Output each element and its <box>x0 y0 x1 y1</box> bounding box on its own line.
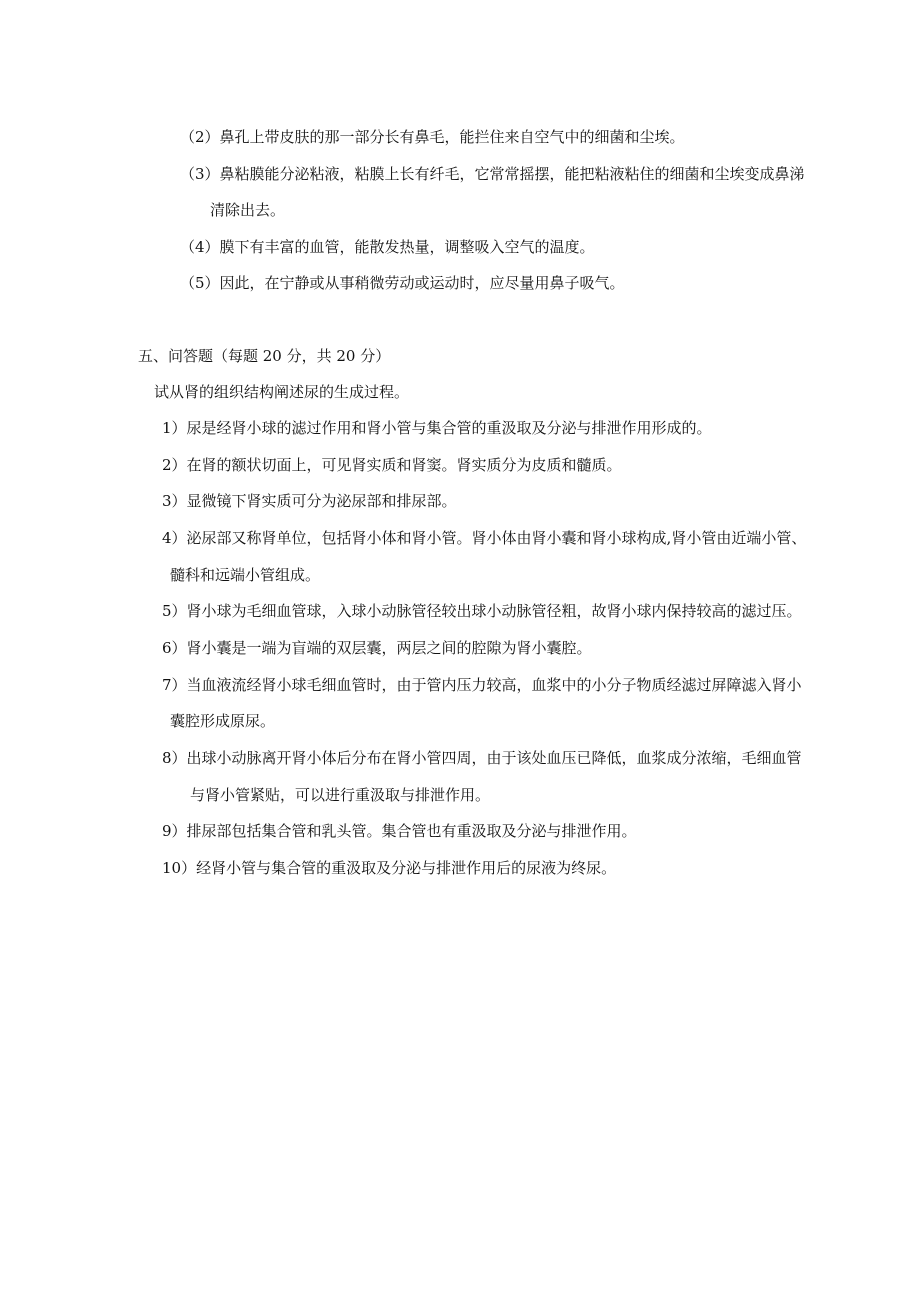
answer-8-continuation: 与肾小管紧贴，可以进行重汲取与排泄作用。 <box>190 786 491 804</box>
answer-10: 10）经肾小管与集合管的重汲取及分泌与排泄作用后的尿液为终尿。 <box>162 859 617 877</box>
answer-4: 4）泌尿部又称肾单位，包括肾小体和肾小管。肾小体由肾小囊和肾小球构成,肾小管由近端小管、 <box>162 529 807 547</box>
section-heading: 五、问答题（每题 20 分，共 20 分） <box>138 347 391 365</box>
answer-7-continuation: 囊腔形成原尿。 <box>170 712 276 730</box>
item-5-conclusion: （5）因此，在宁静或从事稍微劳动或运动时，应尽量用鼻子吸气。 <box>180 274 625 292</box>
answer-9: 9）排尿部包括集合管和乳头管。集合管也有重汲取及分泌与排泄作用。 <box>162 822 637 840</box>
item-3-nasal-mucosa: （3）鼻粘膜能分泌粘液，粘膜上长有纤毛，它常常摇摆，能把粘液粘住的细菌和尘埃变成鼻涕 <box>180 165 805 183</box>
item-3-continuation: 清除出去。 <box>210 201 286 219</box>
answer-1: 1）尿是经肾小球的滤过作用和肾小管与集合管的重汲取及分泌与排泄作用形成的。 <box>162 419 712 437</box>
answer-7: 7）当血液流经肾小球毛细血管时，由于管内压力较高，血浆中的小分子物质经滤过屏障滤入肾小 <box>162 676 802 694</box>
answer-4-continuation: 髓科和远端小管组成。 <box>170 566 321 584</box>
answer-8: 8）出球小动脉离开肾小体后分布在肾小管四周，由于该处血压已降低，血浆成分浓缩，毛细血管 <box>162 749 802 767</box>
answer-2: 2）在肾的额状切面上，可见肾实质和肾窦。肾实质分为皮质和髓质。 <box>162 456 622 474</box>
answer-5: 5）肾小球为毛细血管球，入球小动脉管径较出球小动脉管径粗，故肾小球内保持较高的滤过压。 <box>162 602 802 620</box>
answer-3: 3）显微镜下肾实质可分为泌尿部和排尿部。 <box>162 492 457 510</box>
answer-6: 6）肾小囊是一端为盲端的双层囊，两层之间的腔隙为肾小囊腔。 <box>162 639 592 657</box>
question-text: 试从肾的组织结构阐述尿的生成过程。 <box>154 383 410 401</box>
item-4-blood-vessels: （4）膜下有丰富的血管，能散发热量，调整吸入空气的温度。 <box>180 238 595 256</box>
item-2-nasal-hair: （2）鼻孔上带皮肤的那一部分长有鼻毛，能拦住来自空气中的细菌和尘埃。 <box>180 128 685 146</box>
